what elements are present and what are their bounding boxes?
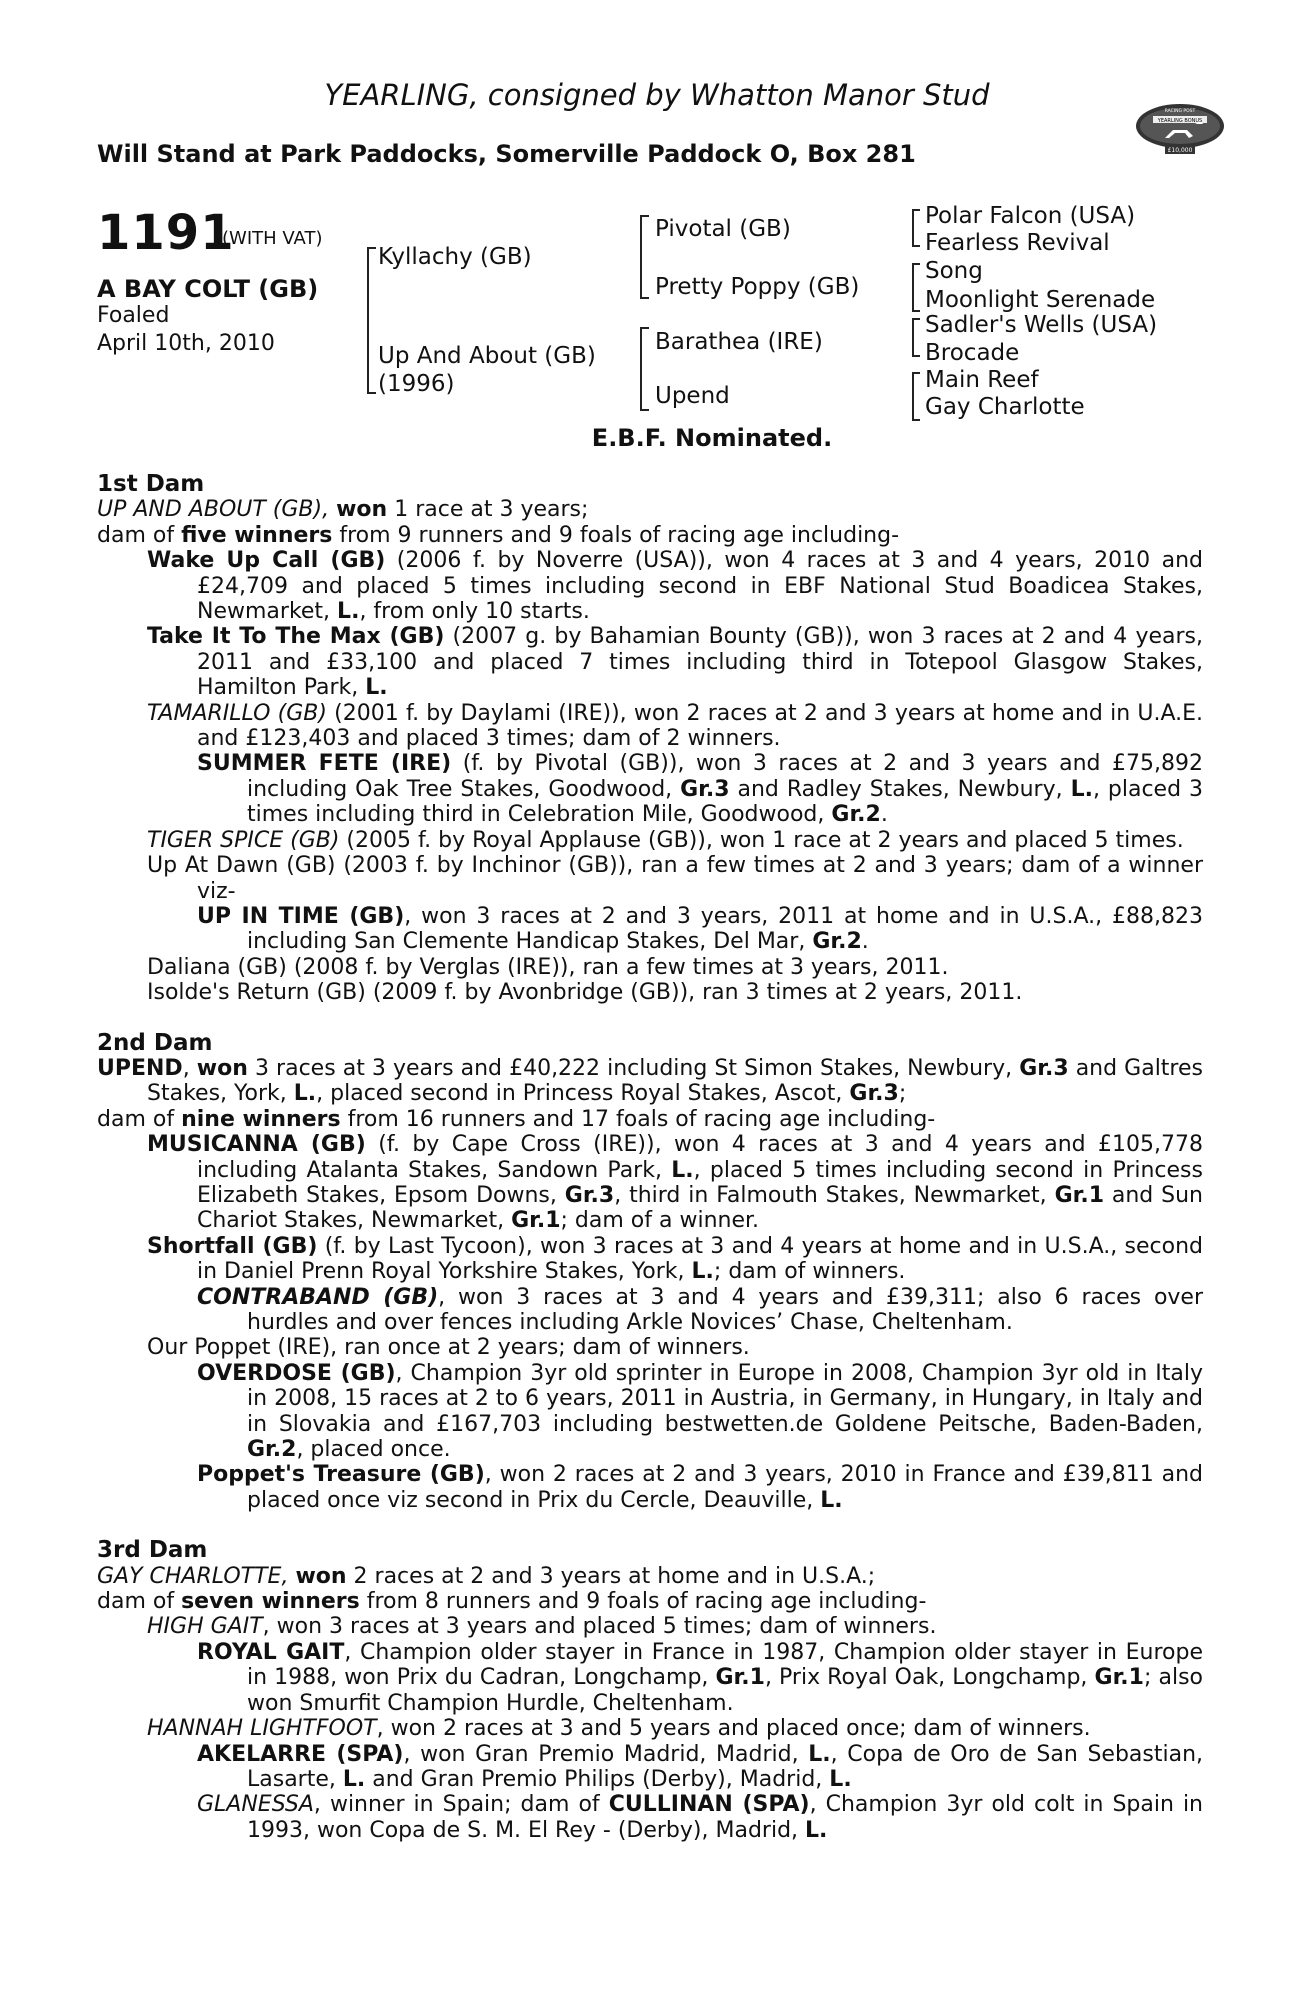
- progeny-text: (f. by Last Tycoon), won 3 races at 3 and 4 years at home and in U.S.A., second in Daniel Prenn Royal Yorkshire Stakes, York,: [197, 1233, 1203, 1285]
- pedigree-gen3-8: Gay Charlotte: [925, 394, 1085, 420]
- grade: L.: [820, 1487, 843, 1513]
- progeny-entry: [97, 751, 1203, 827]
- grade: L.: [337, 599, 360, 625]
- grade: L.: [808, 1741, 831, 1767]
- progeny-text: , won 2 races at 3 and 5 years and placed once; dam of winners.: [376, 1716, 1091, 1742]
- progeny-entry: [97, 1132, 1203, 1234]
- second-dam-heading: 2nd Dam: [97, 1029, 213, 1056]
- badge-bottom-text: £10,000: [1167, 147, 1193, 154]
- pedigree-sire-sire: Pivotal (GB): [655, 216, 791, 242]
- first-dam-name: UP AND ABOUT (GB),: [97, 497, 330, 523]
- grade: L.: [829, 1766, 852, 1792]
- stand-location: Will Stand at Park Paddocks, Somerville Paddock O, Box 281: [97, 140, 916, 168]
- badge-mid-text: YEARLING BONUS: [1157, 118, 1203, 124]
- progeny-text: ; dam of winners.: [713, 1259, 906, 1285]
- progeny-text: , placed 5 times including second in Princess Elizabeth Stakes, Epsom Downs,: [197, 1157, 1203, 1208]
- progeny-entry: [97, 701, 1203, 752]
- third-dam-line: [97, 1564, 1203, 1589]
- first-dam-line: [97, 497, 1203, 522]
- progeny-text: (2007 g. by Bahamian Bounty (GB)), won 3 races at 2 and 4 years, 2011 and £33,100 and placed 7 times including third in Totepool Glasgow Stakes, Hamilton Park,: [197, 624, 1203, 701]
- grade: Gr.1: [511, 1208, 561, 1234]
- record-text: and Galtres Stakes, York,: [147, 1055, 1203, 1107]
- record-text: , placed second in Princess Royal Stakes, Ascot,: [316, 1081, 850, 1107]
- grade: L.: [691, 1259, 714, 1285]
- first-dam-heading: 1st Dam: [97, 471, 205, 497]
- progeny-text: .: [880, 802, 888, 828]
- progeny-entry: [97, 1234, 1203, 1285]
- progeny-entry: [97, 1716, 1203, 1741]
- progeny-entry: [97, 1361, 1203, 1463]
- foaled-info: [97, 302, 275, 358]
- pedigree-gen3-1: Polar Falcon (USA): [925, 203, 1136, 229]
- progeny-name: Take It To The Max (GB): [147, 624, 445, 650]
- progeny-name: MUSICANNA (GB): [147, 1132, 366, 1158]
- brace-sire-dam: [367, 247, 376, 394]
- third-dam-summary: [97, 1589, 1203, 1614]
- first-dam-summary: [97, 523, 1203, 548]
- brace-gen3-1: [912, 209, 920, 247]
- vat-note: (WITH VAT): [222, 228, 323, 249]
- pedigree-sire: Kyllachy (GB): [378, 244, 532, 270]
- progeny-name: HANNAH LIGHTFOOT: [147, 1716, 377, 1742]
- pedigree-gen3-6: Brocade: [925, 340, 1020, 366]
- ebf-nomination: E.B.F. Nominated.: [591, 424, 833, 452]
- brace-sire-parents: [640, 215, 649, 299]
- second-dam-name: UPEND: [97, 1055, 183, 1081]
- grade: Gr.2: [812, 929, 862, 955]
- grade: Gr.2: [831, 802, 881, 828]
- progeny-entry: Our Poppet (IRE), ran once at 2 years; dam of winners.: [147, 1335, 750, 1361]
- record-text: 2 races at 2 and 3 years at home and in U.S.A.;: [346, 1563, 876, 1589]
- grade: L.: [293, 1081, 317, 1107]
- record-text: 3 races at 3 years and £40,222 including St Simon Stakes, Newbury,: [247, 1055, 1020, 1081]
- won-label: won: [196, 1055, 248, 1081]
- progeny-text: and Gran Premio Philips (Derby), Madrid,: [365, 1766, 830, 1792]
- third-dam-name: GAY CHARLOTTE,: [97, 1563, 289, 1589]
- horse-description: A BAY COLT (GB): [97, 275, 319, 303]
- summary-text: from 8 runners and 9 foals of racing age including-: [359, 1589, 927, 1615]
- brace-gen3-2: [912, 263, 920, 312]
- summary-text: from 9 runners and 9 foals of racing age including-: [332, 522, 900, 548]
- third-dam-heading: 3rd Dam: [97, 1537, 208, 1564]
- catalogue-body: [97, 472, 1203, 1843]
- progeny-text: .: [861, 929, 869, 955]
- pedigree-dam-sire: Barathea (IRE): [655, 329, 823, 355]
- progeny-entry: [97, 904, 1203, 955]
- progeny-entry: [97, 548, 1203, 624]
- badge-top-text: RACING POST: [1164, 109, 1196, 114]
- grade: Gr.1: [1094, 1665, 1144, 1691]
- summary-text: dam of: [97, 522, 182, 548]
- progeny-entry: [97, 1640, 1203, 1716]
- progeny-entry: [97, 828, 1203, 853]
- grade: Gr.3: [849, 1081, 899, 1107]
- pedigree-gen3-4: Moonlight Serenade: [925, 287, 1156, 313]
- progeny-text: , from only 10 starts.: [359, 599, 590, 625]
- progeny-entry: [97, 624, 1203, 700]
- second-dam-summary: [97, 1107, 1203, 1132]
- grade: L.: [365, 675, 388, 701]
- pedigree-gen3-7: Main Reef: [925, 367, 1039, 393]
- pedigree-dam-dam: Upend: [655, 383, 730, 409]
- progeny-name: AKELARRE (SPA): [197, 1741, 404, 1767]
- pedigree-sire-dam: Pretty Poppy (GB): [655, 274, 860, 300]
- progeny-name: SUMMER FETE (IRE): [197, 751, 452, 777]
- pedigree-gen3-2: Fearless Revival: [925, 230, 1110, 256]
- grade: Gr.3: [564, 1182, 615, 1208]
- progeny-entry: [97, 1792, 1203, 1843]
- foaled-date: April 10th, 2010: [97, 331, 275, 356]
- progeny-text: , Champion older stayer in France in 1987, Champion older stayer in Europe in 1988, won Prix du Cadran, Longchamp,: [247, 1639, 1203, 1691]
- progeny-name: TAMARILLO (GB): [147, 700, 327, 726]
- progeny-name: HIGH GAIT: [147, 1614, 263, 1640]
- progeny-text: , placed once.: [296, 1437, 451, 1463]
- progeny-name: ROYAL GAIT: [197, 1639, 345, 1665]
- yearling-bonus-badge: [1135, 100, 1225, 156]
- grade: L.: [805, 1817, 828, 1843]
- summary-text: dam of: [97, 1106, 182, 1132]
- progeny-text: , won 3 races at 2 and 3 years, 2011 at home and in U.S.A., £88,823 including San Clemente Handicap Stakes, Del Mar,: [247, 903, 1203, 955]
- progeny-text: , Champion 3yr old colt in Spain in 1993, won Copa de S. M. El Rey - (Derby), Madrid,: [247, 1792, 1203, 1843]
- progeny-text: ; also won Smurfit Champion Hurdle, Cheltenham.: [247, 1665, 1203, 1716]
- summary-text: dam of: [97, 1589, 182, 1615]
- progeny-text: and Radley Stakes, Newbury,: [729, 776, 1071, 802]
- progeny-name: GLANESSA: [197, 1792, 314, 1818]
- progeny-name: TIGER SPICE (GB): [147, 827, 340, 853]
- grade: Gr.3: [680, 776, 730, 802]
- progeny-entry: Up At Dawn (GB) (2003 f. by Inchinor (GB)), ran a few times at 2 and 3 years; dam of a winner viz-: [147, 853, 1203, 904]
- progeny-name: OVERDOSE (GB): [197, 1360, 396, 1386]
- progeny-text: , won Gran Premio Madrid, Madrid,: [403, 1741, 809, 1767]
- progeny-name: Wake Up Call (GB): [147, 548, 386, 574]
- brace-dam-parents: [640, 327, 649, 411]
- pedigree-gen3-5: Sadler's Wells (USA): [925, 312, 1158, 338]
- progeny-text: ; dam of a winner.: [560, 1208, 760, 1234]
- grade: Gr.1: [715, 1665, 765, 1691]
- progeny-entry: [97, 1742, 1203, 1793]
- progeny-text: , Copa de Oro de San Sebastian, Lasarte,: [247, 1741, 1204, 1792]
- progeny-text: , won 3 races at 3 years and placed 5 times; dam of winners.: [262, 1614, 937, 1640]
- progeny-text: , third in Falmouth Stakes, Newmarket,: [614, 1182, 1055, 1208]
- progeny-text: , Champion 3yr old sprinter in Europe in 2008, Champion 3yr old in Italy in 2008, 15 races at 2 to 6 years, 2011 in Austria, in Germany, in Hungary, in Italy and in Slovakia and £167,703 including bestwetten.de Goldene Peitsche, Baden-Baden,: [247, 1360, 1203, 1437]
- progeny-text: , Prix Royal Oak, Longchamp,: [764, 1665, 1095, 1691]
- pedigree-gen3-3: Song: [925, 258, 983, 284]
- separator: ,: [182, 1055, 197, 1081]
- summary-text: from 16 runners and 17 foals of racing age including-: [340, 1106, 936, 1132]
- first-dam-record: 1 race at 3 years;: [387, 497, 589, 523]
- winners-count: seven winners: [181, 1589, 360, 1615]
- record-text: ;: [898, 1081, 907, 1107]
- progeny-text: (2006 f. by Noverre (USA)), won 4 races at 3 and 4 years, 2010 and £24,709 and placed 5 times including second in EBF National Stud Boadicea Stakes, Newmarket,: [197, 548, 1203, 625]
- progeny-text: , won 2 races at 2 and 3 years, 2010 in France and £39,811 and placed once viz second in Prix du Cercle, Deauville,: [247, 1462, 1204, 1513]
- lot-number: 1191: [97, 205, 235, 261]
- grade: L.: [671, 1157, 694, 1183]
- foaled-label: Foaled: [97, 303, 170, 328]
- progeny-entry: [97, 1462, 1203, 1513]
- grade: Gr.3: [1019, 1055, 1069, 1081]
- won-label: won: [295, 1563, 347, 1589]
- brace-gen3-4: [912, 372, 920, 421]
- grade: Gr.2: [247, 1437, 297, 1463]
- progeny-text: (f. by Cape Cross (IRE)), won 4 races at 3 and 4 years and £105,778 including Atalanta Stakes, Sandown Park,: [197, 1132, 1203, 1183]
- grade: L.: [342, 1766, 366, 1792]
- progeny-name: Poppet's Treasure (GB): [197, 1462, 485, 1488]
- pedigree-dam: Up And About (GB): [378, 343, 596, 369]
- grade: Gr.1: [1054, 1182, 1104, 1208]
- progeny-entry: Isolde's Return (GB) (2009 f. by Avonbridge (GB)), ran 3 times at 2 years, 2011.: [147, 980, 1023, 1006]
- progeny-text: (2005 f. by Royal Applause (GB)), won 1 race at 2 years and placed 5 times.: [339, 827, 1184, 853]
- progeny-text: , winner in Spain; dam of: [313, 1792, 609, 1818]
- progeny-entry: [97, 1285, 1203, 1336]
- progeny-text: and Sun Chariot Stakes, Newmarket,: [197, 1182, 1204, 1234]
- brace-gen3-3: [912, 318, 920, 357]
- winners-count: five winners: [181, 522, 333, 548]
- winners-count: nine winners: [181, 1106, 341, 1132]
- progeny-text: (f. by Pivotal (GB)), won 3 races at 2 and 3 years and £75,892 including Oak Tree Stakes, Goodwood,: [247, 751, 1204, 802]
- progeny-text: , placed 3 times including third in Celebration Mile, Goodwood,: [247, 776, 1204, 828]
- progeny-entry: [97, 1614, 1203, 1639]
- pedigree-dam-year: (1996): [378, 371, 455, 397]
- page-header-title: YEARLING, consigned by Whatton Manor Stud: [324, 78, 990, 112]
- progeny-name: Shortfall (GB): [147, 1233, 318, 1259]
- second-dam-line: [97, 1056, 1203, 1107]
- progeny-text: (2001 f. by Daylami (IRE)), won 2 races at 2 and 3 years at home and in U.A.E. and £123,403 and placed 3 times; dam of 2 winners.: [197, 700, 1203, 752]
- progeny-text: , won 3 races at 3 and 4 years and £39,311; also 6 races over hurdles and over fences including Arkle Novices’ Chase, Cheltenham.: [247, 1284, 1203, 1335]
- won-label: won: [336, 497, 388, 523]
- progeny-name: CONTRABAND (GB): [197, 1284, 439, 1310]
- progeny-entry: Daliana (GB) (2008 f. by Verglas (IRE)), ran a few times at 3 years, 2011.: [147, 954, 949, 980]
- progeny-name: UP IN TIME (GB): [197, 903, 405, 929]
- progeny-name: CULLINAN (SPA): [608, 1792, 810, 1818]
- grade: L.: [1070, 776, 1093, 802]
